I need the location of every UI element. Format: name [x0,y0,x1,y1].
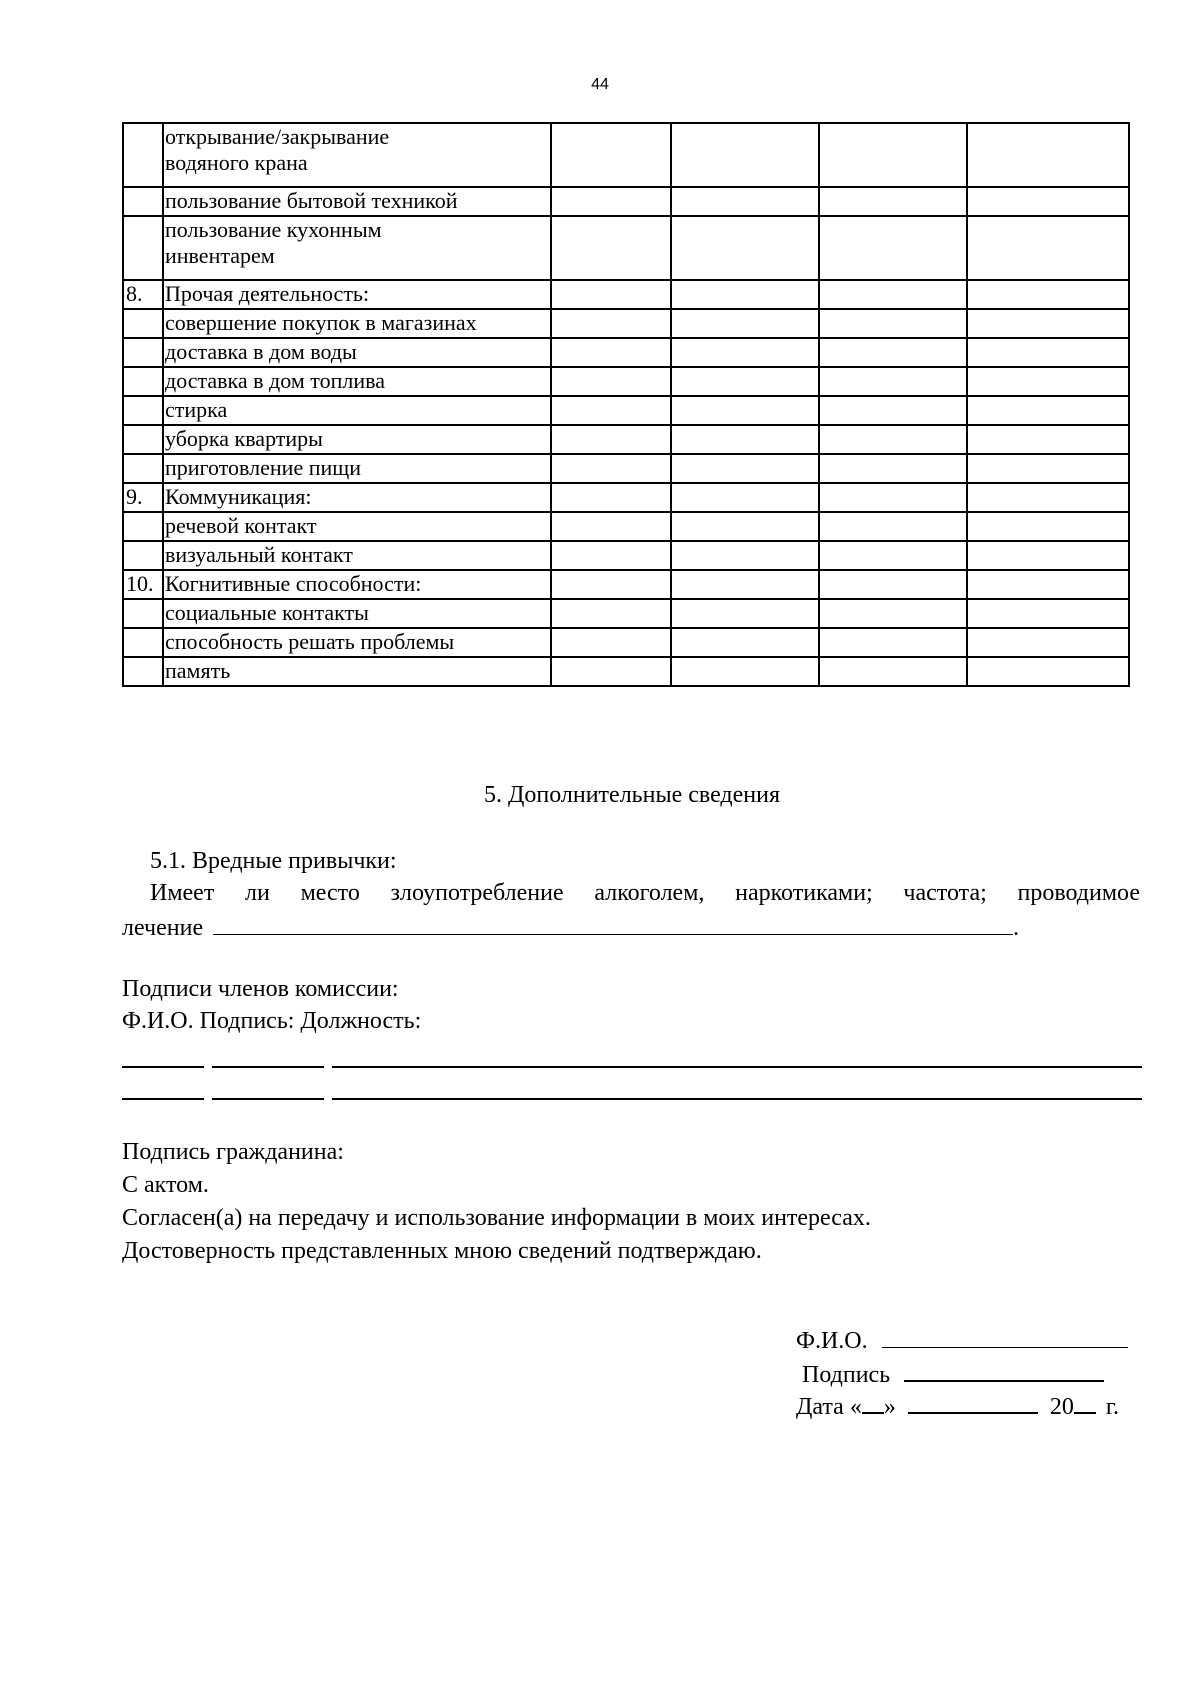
empty-cell[interactable] [967,628,1129,657]
treatment-line [122,912,1019,942]
empty-cell[interactable] [819,628,967,657]
empty-cell[interactable] [967,309,1129,338]
empty-cell[interactable] [671,454,819,483]
row-number [123,512,163,541]
empty-cell[interactable] [551,454,671,483]
table-row [123,309,1129,338]
row-label: память [163,657,551,686]
position-line[interactable] [332,1098,1142,1100]
empty-cell[interactable] [551,396,671,425]
table-row [123,628,1129,657]
empty-cell[interactable] [819,187,967,216]
row-label: доставка в дом воды [163,338,551,367]
empty-cell[interactable] [671,657,819,686]
empty-cell[interactable] [967,454,1129,483]
row-label: приготовление пищи [163,454,551,483]
row-label: доставка в дом топлива [163,367,551,396]
table-row [123,599,1129,628]
fio-line[interactable] [122,1066,204,1068]
question-text: Имеет ли место злоупотребление алкоголем, наркотиками; частота; проводимое [150,880,1140,906]
treatment-end: . [1013,915,1020,941]
empty-cell[interactable] [967,570,1129,599]
empty-cell[interactable] [551,570,671,599]
empty-cell[interactable] [551,367,671,396]
page-number: 44 [591,76,609,93]
citizen-heading: Подпись гражданина: [122,1139,344,1165]
empty-cell[interactable] [551,187,671,216]
section-title: 5. Дополнительные сведения [483,782,780,808]
row-label: визуальный контакт [163,541,551,570]
empty-cell[interactable] [551,628,671,657]
empty-cell[interactable] [967,280,1129,309]
treatment-field[interactable] [213,912,1013,935]
empty-cell[interactable] [967,396,1129,425]
empty-cell[interactable] [967,367,1129,396]
empty-cell[interactable] [671,396,819,425]
empty-cell[interactable] [819,425,967,454]
empty-cell[interactable] [551,216,671,280]
row-label: открывание/закрывание водяного крана [163,123,551,187]
fio-field[interactable] [882,1325,1128,1348]
subsection-title: 5.1. Вредные привычки: [150,848,397,874]
empty-cell[interactable] [671,599,819,628]
empty-cell[interactable] [819,570,967,599]
empty-cell[interactable] [551,512,671,541]
empty-cell[interactable] [671,483,819,512]
empty-cell[interactable] [551,599,671,628]
row-number [123,657,163,686]
fio-row [796,1325,1128,1355]
table-row [123,657,1129,686]
empty-cell[interactable] [819,483,967,512]
empty-cell[interactable] [671,541,819,570]
citizen-block [122,1136,871,1268]
date-row [796,1390,1119,1421]
table-row [123,338,1129,367]
row-label: социальные контакты [163,599,551,628]
table-row [123,367,1129,396]
year-field[interactable] [1074,1390,1096,1414]
year-suffix: г. [1105,1394,1119,1420]
assessment-table [122,122,1130,687]
signature-line[interactable] [212,1098,324,1100]
row-number [123,454,163,483]
empty-cell[interactable] [551,309,671,338]
signature-field[interactable] [904,1358,1104,1382]
row-label: пользование кухонным инвентарем [163,216,551,280]
table-row [123,123,1129,187]
empty-cell[interactable] [551,657,671,686]
table-row [123,541,1129,570]
empty-cell[interactable] [819,338,967,367]
table-row [123,187,1129,216]
row-label: речевой контакт [163,512,551,541]
empty-cell[interactable] [671,367,819,396]
empty-cell[interactable] [551,123,671,187]
empty-cell[interactable] [967,512,1129,541]
day-field[interactable] [862,1390,884,1414]
row-label: стирка [163,396,551,425]
table-row [123,396,1129,425]
empty-cell[interactable] [967,187,1129,216]
empty-cell[interactable] [671,338,819,367]
commission-signature-row[interactable] [122,1098,1142,1100]
empty-cell[interactable] [671,187,819,216]
table-row [123,483,1129,512]
position-line[interactable] [332,1066,1142,1068]
row-label: пользование бытовой техникой [163,187,551,216]
empty-cell[interactable] [967,425,1129,454]
empty-cell[interactable] [819,216,967,280]
fio-label: Ф.И.О. [796,1328,868,1354]
row-label: Прочая деятельность: [163,280,551,309]
empty-cell[interactable] [551,483,671,512]
treatment-label: лечение [122,915,204,941]
empty-cell[interactable] [551,425,671,454]
empty-cell[interactable] [671,309,819,338]
empty-cell[interactable] [819,367,967,396]
empty-cell[interactable] [671,512,819,541]
row-number [123,599,163,628]
empty-cell[interactable] [819,280,967,309]
table-row [123,570,1129,599]
empty-cell[interactable] [671,628,819,657]
empty-cell[interactable] [819,512,967,541]
table-row [123,454,1129,483]
empty-cell[interactable] [819,309,967,338]
month-field[interactable] [908,1390,1038,1414]
empty-cell[interactable] [967,541,1129,570]
row-label: способность решать проблемы [163,628,551,657]
table-row [123,216,1129,280]
empty-cell[interactable] [819,396,967,425]
row-number [123,216,163,280]
empty-cell[interactable] [967,657,1129,686]
signature-line[interactable] [212,1066,324,1068]
row-number: 10. [123,570,163,599]
table-row [123,425,1129,454]
year-prefix: 20 [1049,1394,1074,1420]
citizen-line: Согласен(а) на передачу и использование информации в моих интересах. [122,1205,871,1231]
row-number [123,338,163,367]
empty-cell[interactable] [551,280,671,309]
empty-cell[interactable] [819,454,967,483]
empty-cell[interactable] [967,599,1129,628]
empty-cell[interactable] [671,425,819,454]
table-row [123,512,1129,541]
row-number [123,309,163,338]
empty-cell[interactable] [819,599,967,628]
empty-cell[interactable] [671,570,819,599]
row-label: уборка квартиры [163,425,551,454]
citizen-line: С актом. [122,1172,209,1198]
commission-signature-row[interactable] [122,1066,1142,1068]
fio-line[interactable] [122,1098,204,1100]
empty-cell[interactable] [819,123,967,187]
row-number [123,541,163,570]
commission-heading: Подписи членов комиссии: [122,976,399,1002]
empty-cell[interactable] [551,338,671,367]
row-number [123,187,163,216]
signature-row [802,1358,1104,1389]
empty-cell[interactable] [967,216,1129,280]
date-label: Дата « [796,1394,862,1420]
row-label: Когнитивные способности: [163,570,551,599]
empty-cell[interactable] [671,123,819,187]
empty-cell[interactable] [551,541,671,570]
row-number [123,396,163,425]
row-number [123,367,163,396]
row-label: совершение покупок в магазинах [163,309,551,338]
empty-cell[interactable] [671,216,819,280]
row-number: 8. [123,280,163,309]
date-close: » [883,1394,896,1420]
commission-columns: Ф.И.О. Подпись: Должность: [122,1008,422,1034]
empty-cell[interactable] [819,541,967,570]
row-number: 9. [123,483,163,512]
row-number [123,425,163,454]
empty-cell[interactable] [819,657,967,686]
empty-cell[interactable] [967,123,1129,187]
empty-cell[interactable] [671,280,819,309]
table-row [123,280,1129,309]
row-number [123,628,163,657]
empty-cell[interactable] [967,338,1129,367]
row-label: Коммуникация: [163,483,551,512]
empty-cell[interactable] [967,483,1129,512]
signature-label: Подпись [802,1362,891,1388]
citizen-line: Достоверность представленных мною сведений подтверждаю. [122,1238,762,1264]
row-number [123,123,163,187]
